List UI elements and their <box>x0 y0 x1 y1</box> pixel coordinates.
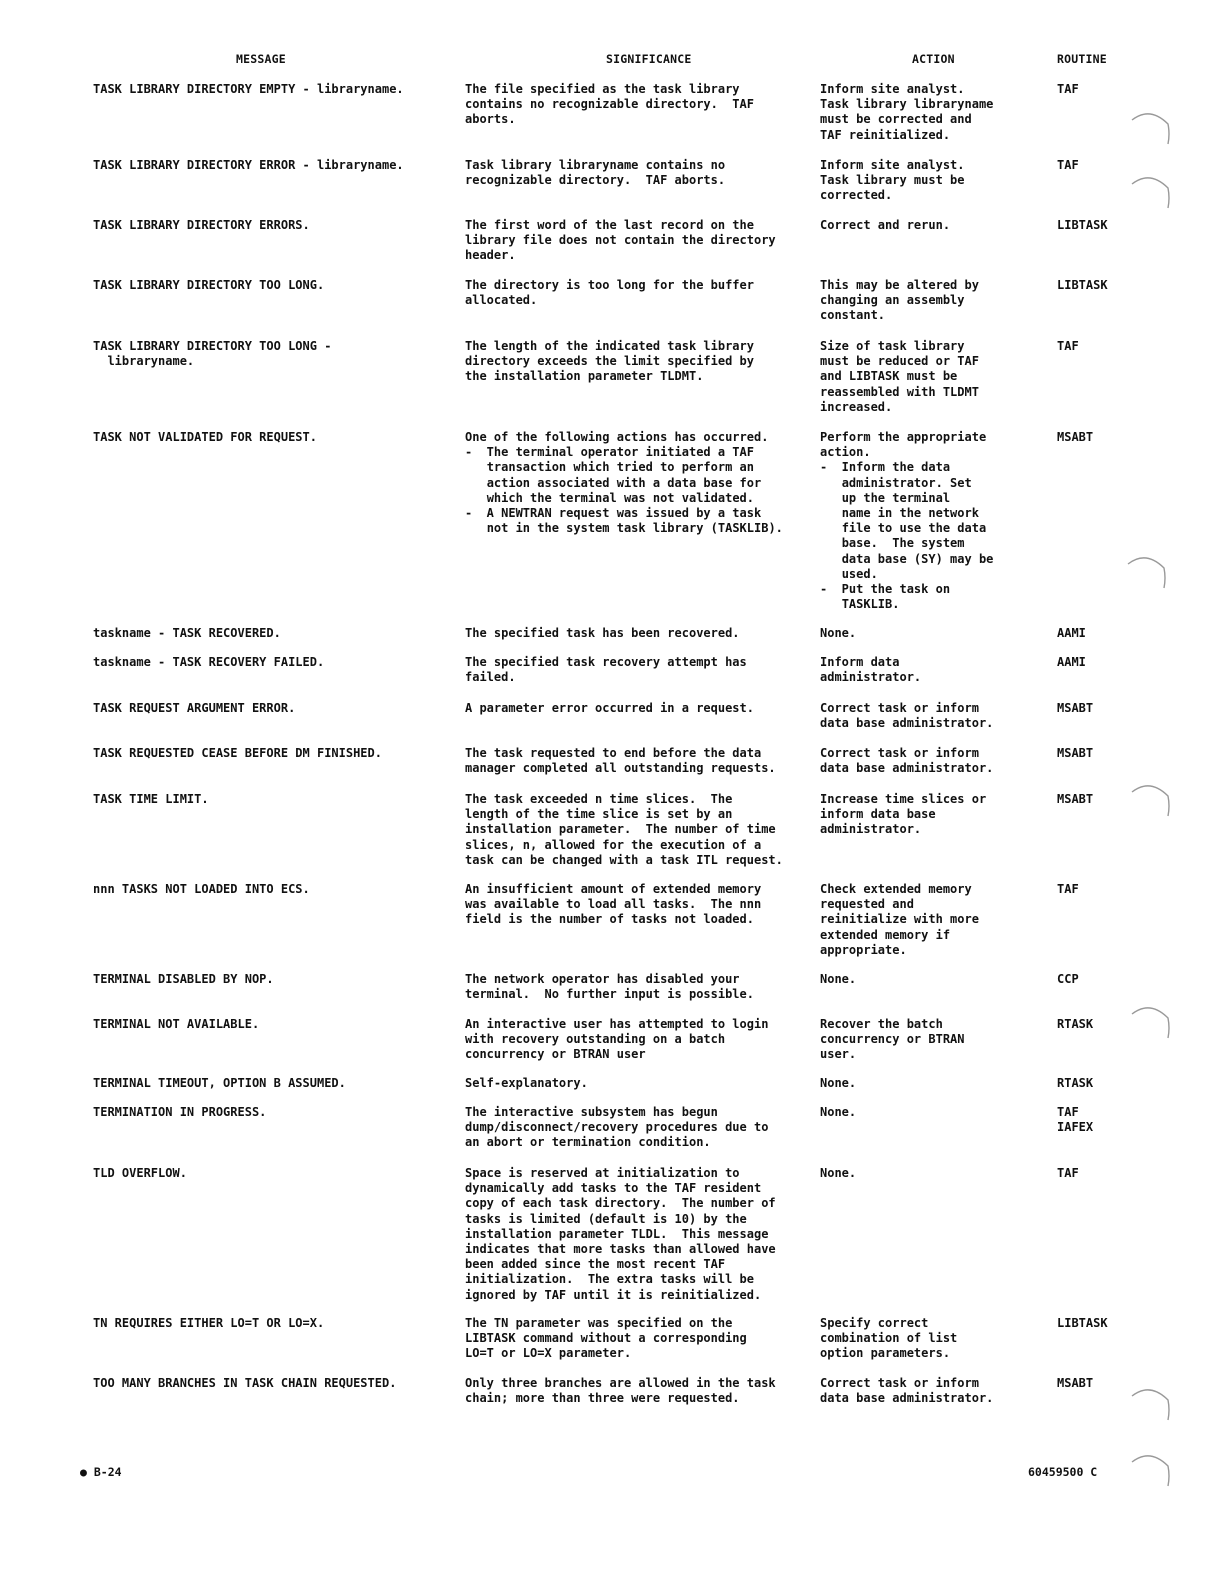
message-text: TASK LIBRARY DIRECTORY ERROR - libraryname. <box>93 158 404 172</box>
message-text: TASK LIBRARY DIRECTORY EMPTY - libraryname. <box>93 82 404 96</box>
action-text: Inform site analyst. Task library libraryname must be corrected and TAF reinitialized. <box>820 82 994 142</box>
message-text: taskname - TASK RECOVERY FAILED. <box>93 655 325 669</box>
message-text: TERMINAL NOT AVAILABLE. <box>93 1017 260 1031</box>
message-text: taskname - TASK RECOVERED. <box>93 626 281 640</box>
significance-text: The interactive subsystem has begun dump/disconnect/recovery procedures due to an abort or termination condition. <box>465 1105 769 1150</box>
message-text: TERMINAL TIMEOUT, OPTION B ASSUMED. <box>93 1076 346 1090</box>
routine-text: MSABT <box>1057 1376 1094 1390</box>
action-text: Inform data administrator. <box>820 655 922 685</box>
routine-text: TAF <box>1057 339 1079 353</box>
routine-text: LIBTASK <box>1057 278 1108 292</box>
significance-text: The task exceeded n time slices. The length of the time slice is set by an installation parameter. The number of time slices, n, allowed for the execution of a task can be changed with a task ITL request. <box>465 792 783 867</box>
message-text: TASK REQUESTED CEASE BEFORE DM FINISHED. <box>93 746 382 760</box>
routine-text: MSABT <box>1057 746 1094 760</box>
message-text: TASK REQUEST ARGUMENT ERROR. <box>93 701 296 715</box>
document-number: 60459500 C <box>1028 1465 1098 1479</box>
punch-hole-icon <box>1128 168 1172 212</box>
message-text: TASK NOT VALIDATED FOR REQUEST. <box>93 430 317 444</box>
significance-text: The TN parameter was specified on the LIBTASK command without a corresponding LO=T or LO=X parameter. <box>465 1316 747 1361</box>
action-text: Inform site analyst. Task library must be corrected. <box>820 158 965 203</box>
significance-text: The directory is too long for the buffer allocated. <box>465 278 754 308</box>
message-text: nnn TASKS NOT LOADED INTO ECS. <box>93 882 310 896</box>
action-text: Increase time slices or inform data base administrator. <box>820 792 987 837</box>
action-text: Correct and rerun. <box>820 218 951 232</box>
routine-text: LIBTASK <box>1057 1316 1108 1330</box>
significance-text: Self-explanatory. <box>465 1076 588 1090</box>
page-number: ● B-24 <box>80 1465 122 1479</box>
significance-text: Space is reserved at initialization to dynamically add tasks to the TAF resident copy of each task directory. The number of tasks is limited (default is 10) by the installation parameter TLDL. This message indicates that more tasks than allowed have been added since the most recent TAF initialization. The extra tasks will be ignored by TAF until it is reinitialized. <box>465 1166 776 1302</box>
significance-text: The specified task recovery attempt has failed. <box>465 655 747 685</box>
action-text: Check extended memory requested and reinitialize with more extended memory if appropriate. <box>820 882 979 957</box>
action-text: Recover the batch concurrency or BTRAN user. <box>820 1017 965 1062</box>
column-header-message: MESSAGE <box>236 52 286 66</box>
routine-text: TAF <box>1057 1166 1079 1180</box>
action-text: None. <box>820 626 857 640</box>
message-text: TN REQUIRES EITHER LO=T OR LO=X. <box>93 1316 325 1330</box>
significance-text: The first word of the last record on the library file does not contain the directory header. <box>465 218 776 263</box>
column-header-action: ACTION <box>912 52 955 66</box>
routine-text: AAMI <box>1057 655 1086 669</box>
significance-text: The task requested to end before the data manager completed all outstanding requests. <box>465 746 776 776</box>
significance-text: Only three branches are allowed in the task chain; more than three were requested. <box>465 1376 776 1406</box>
routine-text: TAF <box>1057 82 1079 96</box>
routine-text: TAF <box>1057 882 1079 896</box>
significance-text: A parameter error occurred in a request. <box>465 701 754 715</box>
action-text: Correct task or inform data base administrator. <box>820 746 994 776</box>
significance-text: An interactive user has attempted to login with recovery outstanding on a batch concurrency or BTRAN user <box>465 1017 769 1062</box>
significance-text: An insufficient amount of extended memory was available to load all tasks. The nnn field is the number of tasks not loaded. <box>465 882 762 927</box>
action-text: None. <box>820 1076 857 1090</box>
action-text: None. <box>820 1105 857 1119</box>
action-text: None. <box>820 1166 857 1180</box>
routine-text: AAMI <box>1057 626 1086 640</box>
punch-hole-icon <box>1124 548 1168 592</box>
punch-hole-icon <box>1128 776 1172 820</box>
routine-text: CCP <box>1057 972 1079 986</box>
routine-text: MSABT <box>1057 701 1094 715</box>
message-text: TASK LIBRARY DIRECTORY ERRORS. <box>93 218 310 232</box>
action-text: Specify correct combination of list option parameters. <box>820 1316 958 1361</box>
routine-text: LIBTASK <box>1057 218 1108 232</box>
table-header <box>0 52 1220 72</box>
message-text: TERMINAL DISABLED BY NOP. <box>93 972 274 986</box>
action-text: This may be altered by changing an assembly constant. <box>820 278 979 323</box>
message-text: TLD OVERFLOW. <box>93 1166 187 1180</box>
punch-hole-icon <box>1128 1446 1172 1490</box>
message-text: TERMINATION IN PROGRESS. <box>93 1105 267 1119</box>
significance-text: The file specified as the task library contains no recognizable directory. TAF aborts. <box>465 82 754 127</box>
punch-hole-icon <box>1128 104 1172 148</box>
action-text: Correct task or inform data base administrator. <box>820 1376 994 1406</box>
significance-text: The length of the indicated task library directory exceeds the limit specified by the installation parameter TLDMT. <box>465 339 754 384</box>
message-text: TOO MANY BRANCHES IN TASK CHAIN REQUESTED. <box>93 1376 397 1390</box>
routine-text: RTASK <box>1057 1076 1094 1090</box>
action-text: Correct task or inform data base administrator. <box>820 701 994 731</box>
routine-text: TAF IAFEX <box>1057 1105 1094 1135</box>
significance-text: Task library libraryname contains no recognizable directory. TAF aborts. <box>465 158 726 188</box>
action-text: None. <box>820 972 857 986</box>
punch-hole-icon <box>1128 998 1172 1042</box>
column-header-significance: SIGNIFICANCE <box>606 52 692 66</box>
action-text: Size of task library must be reduced or TAF and LIBTASK must be reassembled with TLDMT increased. <box>820 339 979 414</box>
significance-text: The network operator has disabled your terminal. No further input is possible. <box>465 972 754 1002</box>
action-text: Perform the appropriate action. - Inform the data administrator. Set up the terminal name in the network file to use the data base. The system data base (SY) may be used. - Put the task on TASKLIB. <box>820 430 994 612</box>
routine-text: MSABT <box>1057 792 1094 806</box>
routine-text: TAF <box>1057 158 1079 172</box>
message-text: TASK LIBRARY DIRECTORY TOO LONG. <box>93 278 325 292</box>
message-text: TASK LIBRARY DIRECTORY TOO LONG - libraryname. <box>93 339 332 369</box>
routine-text: RTASK <box>1057 1017 1094 1031</box>
significance-text: One of the following actions has occurred. - The terminal operator initiated a TAF transaction which tried to perform an action associated with a data base for which the terminal was not validated. - A NEWTRAN request was issued by a task not in the system task library (TASKLIB). <box>465 430 783 536</box>
punch-hole-icon <box>1128 1380 1172 1424</box>
message-text: TASK TIME LIMIT. <box>93 792 209 806</box>
significance-text: The specified task has been recovered. <box>465 626 740 640</box>
column-header-routine: ROUTINE <box>1057 52 1107 66</box>
routine-text: MSABT <box>1057 430 1094 444</box>
